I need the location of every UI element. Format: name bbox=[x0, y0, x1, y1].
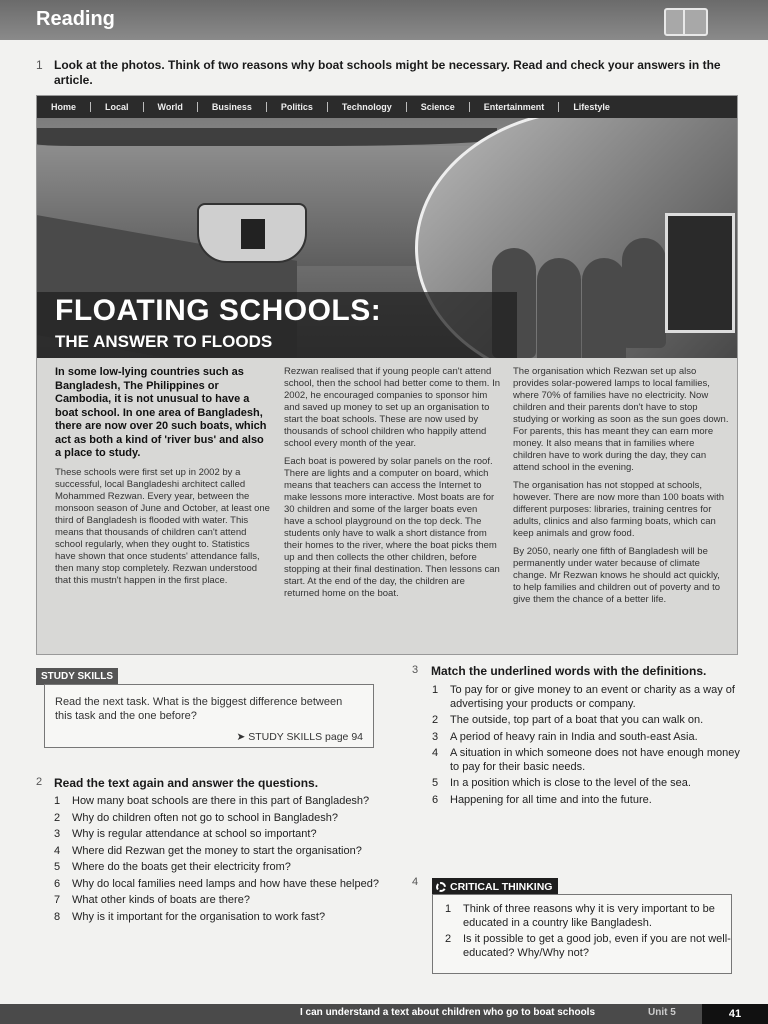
question-text: Why do children often not go to school in Bangladesh? bbox=[72, 811, 339, 824]
article-paragraph: Rezwan realised that if young people can't attend school, then the school had better come to them. In 2002, he encouraged companies to sponsor him and saved up money to set up an organisation to start the boat schools. These are now used by thousands of school children who happily attend school every month of the year. bbox=[284, 366, 500, 449]
nav-item-business[interactable]: Business bbox=[198, 102, 267, 112]
list-item: 2 Why do children often not go to school in Bangladesh? bbox=[54, 811, 339, 824]
list-item: 6 Why do local families need lamps and how have these helped? bbox=[54, 877, 379, 890]
question-text: Think of three reasons why it is very important to be educated in a country like Bangladesh. bbox=[463, 903, 715, 929]
task-2-questions bbox=[36, 795, 386, 924]
header-band bbox=[0, 0, 768, 40]
task-2-heading: Read the text again and answer the questions. bbox=[54, 776, 319, 790]
nav-item-science[interactable]: Science bbox=[407, 102, 470, 112]
question-text: What other kinds of boats are there? bbox=[72, 894, 250, 906]
task-number: 1 bbox=[36, 58, 43, 72]
task-1-text: Look at the photos. Think of two reasons why boat schools might be necessary. Read and check your answers in the article. bbox=[54, 58, 721, 87]
article-nav bbox=[37, 96, 737, 118]
nav-item-home[interactable]: Home bbox=[37, 102, 91, 112]
photo-trees bbox=[37, 128, 497, 146]
footer bbox=[0, 1004, 768, 1024]
task-3 bbox=[412, 664, 742, 810]
critical-thinking-box bbox=[432, 894, 732, 974]
article-column-2 bbox=[284, 366, 500, 606]
computer-screen bbox=[665, 213, 735, 333]
subheadline: THE ANSWER TO FLOODS bbox=[55, 332, 273, 351]
section-title: Reading bbox=[36, 8, 115, 30]
gear-icon bbox=[436, 882, 446, 892]
child-figure bbox=[622, 238, 666, 348]
task-number: 4 bbox=[412, 876, 419, 888]
article-column-1 bbox=[55, 366, 271, 593]
unit-label: Unit 5 bbox=[648, 1007, 676, 1018]
question-text: Why is regular attendance at school so important? bbox=[72, 828, 317, 840]
article-column-3 bbox=[513, 366, 729, 612]
list-item: 4 Where did Rezwan get the money to start the organisation? bbox=[54, 844, 362, 857]
list-item: 3 A period of heavy rain in India and south-east Asia. bbox=[432, 730, 698, 743]
list-item: 7 What other kinds of boats are there? bbox=[54, 894, 250, 906]
question-text: How many boat schools are there in this part of Bangladesh? bbox=[72, 795, 370, 807]
article-paragraph: By 2050, nearly one fifth of Bangladesh will be permanently under water because of climate change. Mr Rezwan knows he should act quickly, to help families and children out of poverty and to give them the chance of a better life. bbox=[513, 546, 721, 605]
article-paragraph: Each boat is powered by solar panels on the roof. There are lights and a computer on board, which means that teachers can access the Internet to make lessons more interactive. Most boats are for 30 children and some of the larger boats even have a school playground on the top deck. The students only have to walk a short distance from their homes to the river, where the boat picks them up and then collects the other children, before stopping at their final destination. Then lessons can start. At the end of the day, the children are returned home on the boat. bbox=[284, 456, 500, 599]
definition-text: In a position which is close to the level of the sea. bbox=[450, 777, 691, 789]
task-2 bbox=[36, 776, 386, 927]
headline-band bbox=[37, 292, 517, 358]
list-item: 3 Why is regular attendance at school so important? bbox=[54, 828, 317, 840]
child-figure bbox=[582, 258, 626, 358]
study-skills-box bbox=[44, 684, 374, 748]
list-item: 1 How many boat schools are there in this part of Bangladesh? bbox=[54, 795, 370, 807]
list-item: 1 Think of three reasons why it is very important to be educated in a country like Bangladesh. bbox=[445, 903, 715, 929]
study-skills-reference: ➤ STUDY SKILLS page 94 bbox=[236, 731, 363, 743]
list-item: 5 Where do the boats get their electricity from? bbox=[54, 861, 291, 873]
nav-item-entertainment[interactable]: Entertainment bbox=[470, 102, 560, 112]
study-skills-question: Read the next task. What is the biggest difference between this task and the one before? bbox=[55, 696, 343, 722]
article-paragraph: The organisation has not stopped at schools, however. There are now more than 100 boats with different purposes: libraries, training centres for adults, clinics and also farming boats, which can keep animals and grow food. bbox=[513, 480, 725, 539]
article-intro: In some low-lying countries such as Bangladesh, The Philippines or Cambodia, it is not unusual to have a boat school. In one area of Bangladesh, there are now over 20 such boats, which act as both a kind of 'river bus' and also a place to study. bbox=[55, 366, 267, 459]
question-text: Where did Rezwan get the money to start the organisation? bbox=[72, 844, 362, 857]
list-item: 1 To pay for or give money to an event or charity as a way of advertising your products or company. bbox=[432, 684, 735, 710]
question-text: Why is it important for the organisation to work fast? bbox=[72, 910, 326, 923]
page-number: 41 bbox=[702, 1004, 768, 1024]
child-figure bbox=[537, 258, 581, 358]
task-3-definitions bbox=[412, 684, 742, 807]
task-1 bbox=[36, 58, 736, 88]
definition-text: Happening for all time and into the future. bbox=[450, 793, 652, 806]
article-paragraph: The organisation which Rezwan set up also provides solar-powered lamps to local families, where 70% of families have no electricity. Now children and their parents don't have to stop studying or working as soon as the sun goes down. For parents, this has meant they can earn more money. It also means that in families where children have to work during the day, they can attend school in the evening. bbox=[513, 366, 729, 473]
task-number: 2 bbox=[36, 776, 43, 788]
article bbox=[36, 95, 738, 655]
definition-text: The outside, top part of a boat that you can walk on. bbox=[450, 714, 704, 726]
question-text: Where do the boats get their electricity from? bbox=[72, 861, 291, 873]
nav-item-world[interactable]: World bbox=[144, 102, 198, 112]
list-item: 6 Happening for all time and into the future. bbox=[432, 793, 652, 806]
nav-item-local[interactable]: Local bbox=[91, 102, 144, 112]
study-skills-tab: STUDY SKILLS bbox=[36, 668, 118, 685]
critical-thinking-questions bbox=[433, 903, 731, 960]
book-icon bbox=[664, 6, 708, 34]
can-do-statement: I can understand a text about children who go to boat schools bbox=[300, 1007, 596, 1018]
definition-text: A situation in which someone does not have enough money to pay for their basic needs. bbox=[450, 747, 740, 773]
article-paragraph: These schools were first set up in 2002 by a successful, local Bangladeshi architect called Mohammed Rezwan. Every year, between the monsoon season of June and October, at least one third of Bangladesh is flooded with water. This means that thousands of children can't attend school regularly, when they ought to. Statistics have shown that once students' attendance falls, then many stop completely. Rezwan understood that this mustn't happen in the first place. bbox=[55, 466, 270, 586]
question-text: Is it possible to get a good job, even if you are not well-educated? Why/Why not? bbox=[463, 933, 731, 959]
definition-text: A period of heavy rain in India and south-east Asia. bbox=[450, 730, 698, 743]
list-item: 4 A situation in which someone does not have enough money to pay for their basic needs. bbox=[432, 747, 740, 773]
nav-item-technology[interactable]: Technology bbox=[328, 102, 407, 112]
nav-item-lifestyle[interactable]: Lifestyle bbox=[573, 102, 610, 112]
task-number: 3 bbox=[412, 664, 419, 676]
task-3-heading: Match the underlined words with the definitions. bbox=[431, 664, 707, 678]
definition-text: To pay for or give money to an event or charity as a way of advertising your products or company. bbox=[450, 684, 735, 710]
headline: FLOATING SCHOOLS: bbox=[55, 294, 382, 327]
list-item: 2 The outside, top part of a boat that you can walk on. bbox=[432, 714, 704, 726]
list-item: 2 Is it possible to get a good job, even if you are not well-educated? Why/Why not? bbox=[445, 933, 731, 959]
boat-illustration bbox=[197, 203, 307, 263]
nav-item-politics[interactable]: Politics bbox=[267, 102, 328, 112]
list-item: 8 Why is it important for the organisation to work fast? bbox=[54, 910, 326, 923]
list-item: 5 In a position which is close to the level of the sea. bbox=[432, 777, 691, 789]
question-text: Why do local families need lamps and how have these helped? bbox=[72, 877, 379, 890]
critical-thinking-label: CRITICAL THINKING bbox=[450, 881, 553, 893]
